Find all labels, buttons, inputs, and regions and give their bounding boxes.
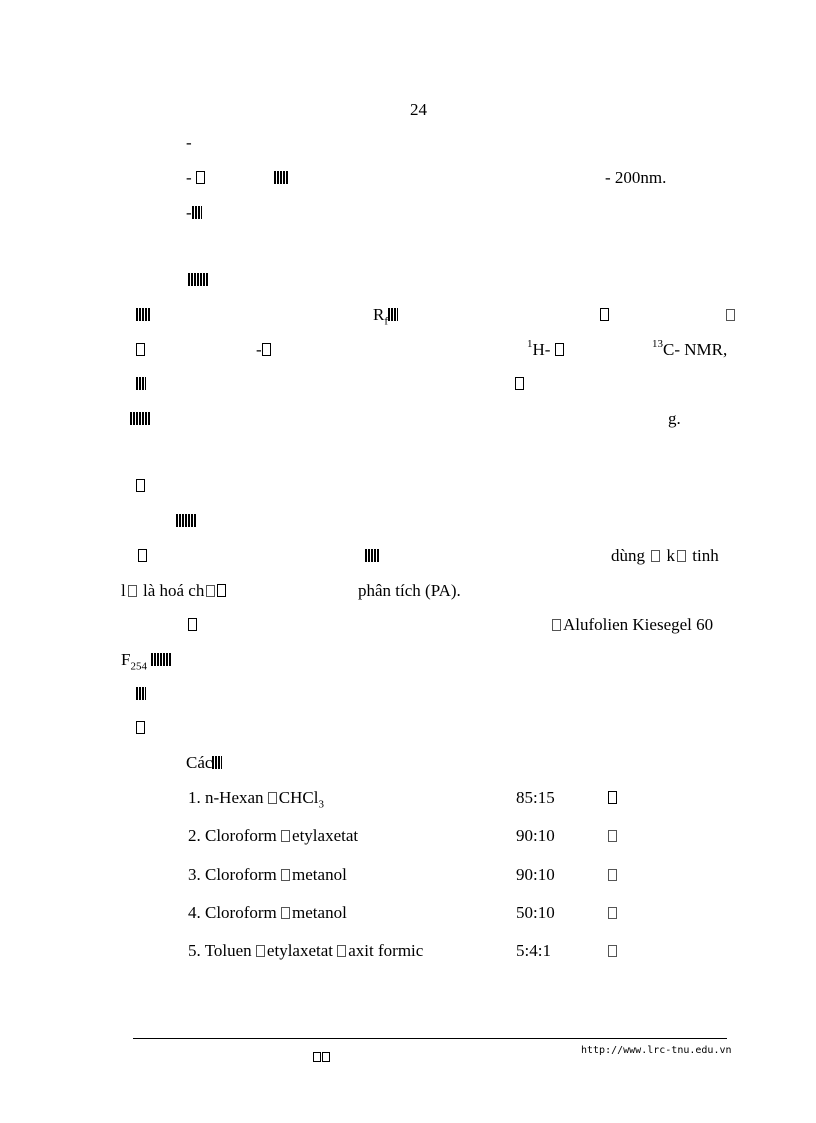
c-nmr-label: $^{13}$C- NMR, — [652, 338, 728, 359]
missing-glyph-box — [136, 476, 145, 496]
footer-glyph-boxes — [313, 1046, 331, 1066]
missing-glyph-box — [608, 865, 617, 885]
solvent-ratio: 50:10 — [516, 903, 555, 922]
text-line: - — [256, 340, 271, 360]
missing-glyph-box — [196, 171, 205, 184]
dash: - — [186, 203, 192, 222]
text-line: l là hoá ch — [121, 581, 226, 601]
solvent-ratio: 90:10 — [516, 865, 555, 884]
text-line: - — [186, 133, 192, 152]
missing-glyph-box — [608, 903, 617, 923]
missing-glyph-box — [608, 826, 617, 846]
page-number: 24 — [410, 100, 427, 119]
dash: - — [186, 168, 196, 187]
missing-glyph-box — [136, 340, 145, 360]
garbled-glyph — [192, 206, 202, 219]
garbled-glyph — [136, 374, 146, 394]
text-line: Các — [186, 753, 222, 773]
missing-glyph-box — [515, 374, 524, 394]
text-line: phân tích (PA). — [358, 581, 461, 600]
garbled-glyph — [176, 511, 196, 531]
missing-glyph-box — [608, 941, 617, 961]
missing-glyph-box — [136, 718, 145, 738]
text-line-end: g. — [668, 409, 681, 428]
garbled-glyph — [188, 270, 208, 290]
rf-label: $R_f$ — [373, 305, 398, 325]
text-line: $F_{254}$ — [121, 650, 171, 670]
list-item: 2. Cloroform etylaxetat — [188, 826, 359, 845]
list-item: 5. Toluen etylaxetat axit formic — [188, 941, 424, 960]
text-line-end: - 200nm. — [605, 168, 667, 187]
solvent-ratio: 90:10 — [516, 826, 555, 845]
garbled-glyph — [130, 409, 150, 429]
list-item: 3. Cloroform metanol — [188, 865, 347, 884]
footer-rule — [133, 1038, 727, 1039]
h-nmr-label: $^1$H- — [527, 340, 564, 360]
solvent-ratio: 85:15 — [516, 788, 555, 807]
list-item: 1. n-Hexan CHCl$_3$ — [188, 788, 324, 811]
solvent-ratio: 5:4:1 — [516, 941, 551, 960]
missing-glyph-box — [138, 546, 147, 566]
missing-glyph-box — [600, 305, 609, 325]
footer-url-link[interactable]: http://www.lrc-tnu.edu.vn — [581, 1045, 732, 1056]
text-line-end: dùng k tinh — [611, 546, 719, 565]
list-item: 4. Cloroform metanol — [188, 903, 347, 922]
missing-glyph-box — [608, 788, 617, 808]
missing-glyph-box — [726, 305, 735, 325]
garbled-glyph — [136, 684, 146, 704]
garbled-glyph — [365, 546, 379, 566]
garbled-glyph — [274, 168, 288, 188]
garbled-glyph — [136, 305, 150, 325]
text-line-end: Alufolien Kiesegel 60 — [552, 615, 713, 635]
text-line — [186, 203, 202, 223]
text-line — [186, 168, 205, 188]
missing-glyph-box — [188, 615, 197, 635]
